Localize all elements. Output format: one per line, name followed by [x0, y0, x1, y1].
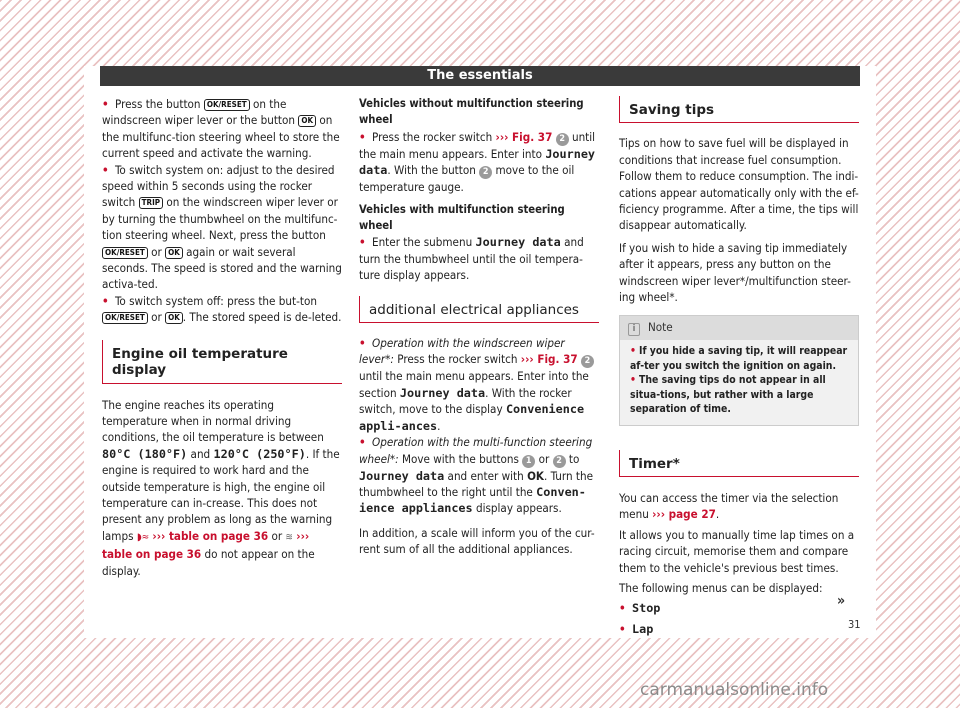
- bullet-dot: •: [359, 235, 366, 250]
- bullet-dot: •: [102, 97, 109, 111]
- bullet-with-mfsw: • Enter the submenu Journey data and turn the thumbwheel until the oil tempera-ture display appears.: [359, 235, 584, 283]
- ok-key-icon: OK: [165, 247, 183, 259]
- section-saving-tips: Saving tips: [619, 96, 859, 123]
- bullet-store-speed: • Press the button OK/RESET on the windscreen wiper lever or the button OK on the multifunc-tion steering wheel to store the current speed and activate the warning.: [102, 97, 340, 161]
- ok-key-icon: OK: [298, 115, 316, 127]
- oil-warning-lamp-icon: ◗≈: [136, 531, 150, 543]
- bullet-dot: •: [102, 293, 109, 308]
- info-icon: i: [628, 323, 640, 336]
- continue-mark: »: [837, 593, 846, 609]
- menu-item-lap: • Lap: [619, 621, 654, 636]
- engine-oil-paragraph: The engine reaches its operating temperature when in normal driving conditions, the oil temperature is between 80°C (180°F) and 120°C (250°F). If the engine is required to work hard and the outside temperature is high, the engine oil temperature can in-crease. This does not present any problem as long as the warning lamps ◗≈ ››› table on page 36 or ≋ ››› table on page 36 do not appear on the display.: [102, 397, 340, 578]
- callout-2: 2: [553, 455, 566, 468]
- link-table-page-36[interactable]: ››› table on page 36: [152, 528, 269, 543]
- link-fig-37[interactable]: ››› Fig. 37: [520, 352, 578, 367]
- bullet-dot: •: [102, 162, 109, 177]
- trip-key-icon: TRIP: [139, 197, 163, 209]
- column-right: [619, 96, 859, 637]
- ok-key-icon: OK: [165, 312, 183, 324]
- bullet-dot: •: [359, 336, 366, 351]
- bullet-dot: •: [359, 435, 366, 450]
- note-box: [619, 315, 859, 425]
- ok-reset-key-icon: OK/RESET: [204, 99, 250, 111]
- oil-temp-lamp-icon: ≋: [285, 531, 293, 543]
- bullet-wiper-lever: • Operation with the windscreen wiper lever*: Press the rocker switch ››› Fig. 37 2 until the main menu appears. Enter into the section Journey data. With the rocker switch, move to the display Convenience appli-ances.: [359, 335, 599, 434]
- link-table-page-36-2[interactable]: ››› table on page 36: [102, 528, 310, 562]
- timer-menus-intro: The following menus can be displayed:: [619, 580, 823, 595]
- watermark: carmanualsonline.info: [640, 680, 829, 700]
- note-item: • The saving tips do not appear in all situa-tions, but rather with a large separation of time.: [630, 374, 826, 416]
- note-header: i Note: [620, 316, 858, 340]
- menu-item-stop: • Stop: [619, 601, 661, 616]
- note-body: [620, 340, 858, 424]
- bullet-no-mfsw: • Press the rocker switch ››› Fig. 37 2 until the main menu appears. Enter into Journey data. With the button 2 move to the oil temperature gauge.: [359, 129, 596, 195]
- bullet-switch-on: • To switch system on: adjust to the desired speed within 5 seconds using the rocker switch TRIP on the windscreen wiper lever or by turning the thumbwheel on the multifunc-tion steering wheel. Next, press the button OK/RESET or OK again or wait several seconds. The speed is stored and the warning activa-ted.: [102, 162, 342, 292]
- saving-tips-paragraph: Tips on how to save fuel will be displayed in conditions that increase fuel consumption. Follow them to reduce consumption. The indi-cations appear automatically only with the ef-ficiency programme. After a time, the tips will disappear automatically.: [619, 136, 859, 233]
- timer-description: It allows you to manually time lap times on a racing circuit, memorise them and compare them to the vehicle's previous best times.: [619, 527, 855, 575]
- section-additional-appliances: additional electrical appliances: [359, 296, 599, 323]
- callout-2: 2: [556, 133, 569, 146]
- ok-reset-key-icon: OK/RESET: [102, 312, 148, 324]
- subhead-no-mfsw: Vehicles without multifunction steering wheel: [359, 97, 584, 127]
- link-fig-37[interactable]: ››› Fig. 37: [495, 129, 553, 144]
- hide-tip-paragraph: If you wish to hide a saving tip immediately after it appears, press any button on the windscreen wiper lever*/multifunction steer-ing wheel*.: [619, 240, 851, 305]
- bullet-dot: •: [359, 129, 366, 144]
- callout-1: 1: [522, 455, 535, 468]
- subhead-with-mfsw: Vehicles with multifunction steering wheel: [359, 202, 565, 233]
- note-item: • If you hide a saving tip, it will reappear af-ter you switch the ignition on again.: [630, 345, 848, 372]
- column-left: [102, 96, 342, 579]
- timer-access-paragraph: You can access the timer via the selection menu ››› page 27.: [619, 490, 839, 522]
- section-engine-oil: Engine oil temperature display: [102, 340, 342, 384]
- callout-2: 2: [581, 355, 594, 368]
- bullet-mf-steering: • Operation with the multi-function steering wheel*: Move with the buttons 1 or 2 to Journey data and enter with OK. Turn the thumbwheel to the right until the Conven-ience appliances display appears.: [359, 435, 593, 516]
- page-number: 31: [848, 618, 861, 631]
- section-timer: Timer*: [619, 450, 859, 477]
- column-middle: [359, 96, 599, 558]
- appliances-paragraph: In addition, a scale will inform you of the cur-rent sum of all the additional appliances.: [359, 525, 595, 557]
- ok-reset-key-icon: OK/RESET: [102, 247, 148, 259]
- link-page-27[interactable]: ››› page 27: [652, 507, 716, 522]
- bullet-switch-off: • To switch system off: press the but-ton OK/RESET or OK . The stored speed is de-leted.: [102, 293, 342, 325]
- callout-2: 2: [479, 166, 492, 179]
- page-header: The essentials: [100, 66, 860, 86]
